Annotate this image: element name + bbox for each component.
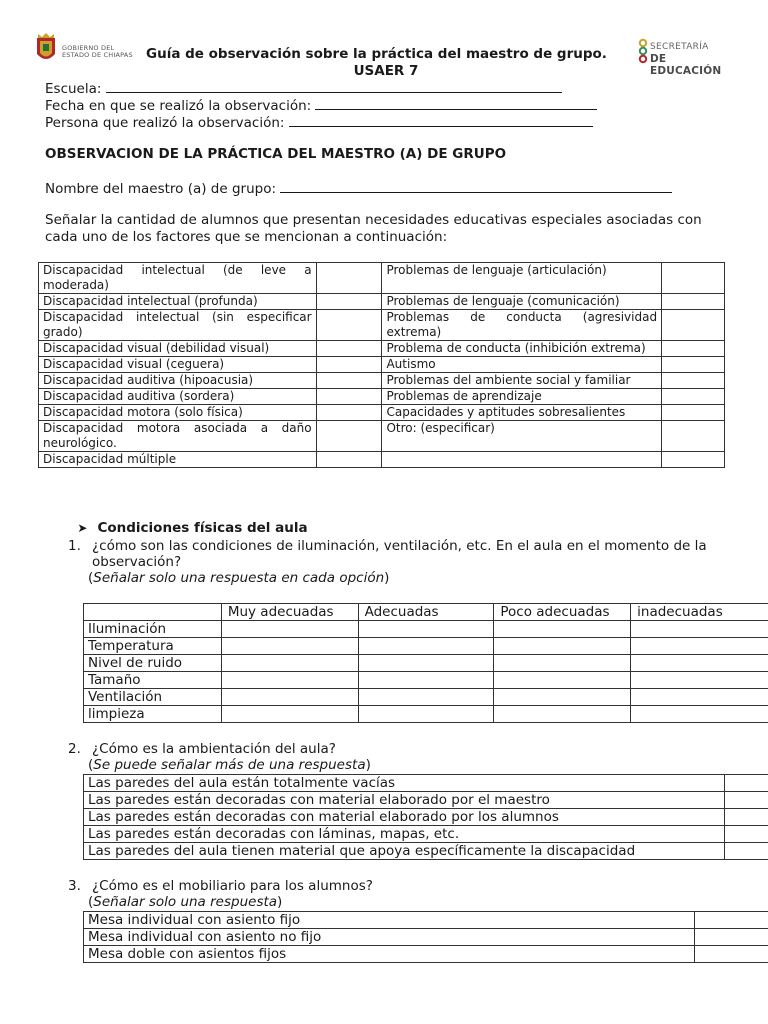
ambientacion-row	[84, 843, 768, 860]
conditions-column-header: Poco adecuadas	[494, 604, 631, 621]
condition-label: Ventilación	[84, 689, 222, 706]
factor-right-count-cell[interactable]	[662, 357, 725, 373]
factor-right-count-cell[interactable]	[662, 405, 725, 421]
ambientacion-check-cell[interactable]	[725, 809, 768, 826]
field-nombre-maestro: Nombre del maestro (a) de grupo:	[45, 180, 672, 198]
q2-note: (Se puede señalar más de una respuesta)	[88, 757, 371, 773]
factor-right-count-cell[interactable]	[662, 452, 725, 468]
factor-right-label: Otro: (especificar)	[382, 421, 662, 452]
factor-right-label: Problemas de lenguaje (comunicación)	[382, 294, 662, 310]
ambientacion-row	[84, 792, 768, 809]
conditions-row	[84, 655, 768, 672]
factor-right-count-cell[interactable]	[662, 263, 725, 294]
condition-label: limpieza	[84, 706, 222, 723]
field-persona: Persona que realizó la observación:	[45, 114, 593, 132]
factor-right-label: Problemas de lenguaje (articulación)	[382, 263, 662, 294]
factor-right-label: Autismo	[382, 357, 662, 373]
mobiliario-row	[84, 912, 768, 929]
ambientacion-check-cell[interactable]	[725, 792, 768, 809]
condition-answer-cell[interactable]	[358, 672, 494, 689]
factors-row	[39, 389, 725, 405]
condition-answer-cell[interactable]	[221, 689, 358, 706]
ambientacion-option: Las paredes están decoradas con material elaborado por el maestro	[84, 792, 725, 809]
mobiliario-table	[83, 911, 768, 963]
factor-left-label: Discapacidad visual (ceguera)	[39, 357, 317, 373]
factors-row	[39, 263, 725, 294]
factor-left-label: Discapacidad auditiva (hipoacusia)	[39, 373, 317, 389]
factor-left-count-cell[interactable]	[316, 357, 382, 373]
condition-answer-cell[interactable]	[631, 672, 768, 689]
conditions-row	[84, 638, 768, 655]
arrow-bullet-icon: ➤	[77, 521, 88, 535]
gobierno-chiapas-logo	[34, 32, 138, 68]
sep-logo-icon	[638, 38, 648, 70]
conditions-row	[84, 621, 768, 638]
q1-note: (Señalar solo una respuesta en cada opción)	[88, 570, 390, 586]
condition-answer-cell[interactable]	[221, 672, 358, 689]
factors-row	[39, 405, 725, 421]
mobiliario-row	[84, 929, 768, 946]
factors-table	[38, 262, 725, 468]
ambientacion-option: Las paredes están decoradas con láminas, mapas, etc.	[84, 826, 725, 843]
q1-line-2: observación?	[92, 554, 182, 570]
ambientacion-check-cell[interactable]	[725, 843, 768, 860]
ambientacion-option: Las paredes del aula están totalmente vacías	[84, 775, 725, 792]
conditions-column-header	[84, 604, 222, 621]
ambientacion-option: Las paredes del aula tienen material que apoya específicamente la discapacidad	[84, 843, 725, 860]
nombre-maestro-blank[interactable]	[280, 180, 672, 193]
conditions-table	[83, 603, 768, 723]
factor-left-count-cell[interactable]	[316, 452, 382, 468]
conditions-column-header: Adecuadas	[358, 604, 494, 621]
factor-left-label: Discapacidad intelectual (profunda)	[39, 294, 317, 310]
condition-answer-cell[interactable]	[221, 655, 358, 672]
mobiliario-option: Mesa individual con asiento no fijo	[84, 929, 695, 946]
condition-answer-cell[interactable]	[631, 655, 768, 672]
factor-left-count-cell[interactable]	[316, 389, 382, 405]
factor-right-count-cell[interactable]	[662, 341, 725, 357]
condition-answer-cell[interactable]	[358, 655, 494, 672]
condition-answer-cell[interactable]	[494, 706, 631, 723]
condition-answer-cell[interactable]	[494, 689, 631, 706]
factors-row	[39, 357, 725, 373]
factors-row	[39, 294, 725, 310]
q3-note: (Señalar solo una respuesta)	[88, 894, 283, 910]
factor-right-count-cell[interactable]	[662, 421, 725, 452]
ambientacion-row	[84, 775, 768, 792]
factor-right-label: Problemas de conducta (agresividad extrema)	[382, 310, 662, 341]
persona-blank[interactable]	[289, 114, 593, 127]
ambientacion-row	[84, 809, 768, 826]
factor-left-count-cell[interactable]	[316, 294, 382, 310]
condition-answer-cell[interactable]	[221, 706, 358, 723]
condition-answer-cell[interactable]	[631, 689, 768, 706]
conditions-row	[84, 689, 768, 706]
factor-right-count-cell[interactable]	[662, 310, 725, 341]
factors-row	[39, 452, 725, 468]
ambientacion-check-cell[interactable]	[725, 826, 768, 843]
mobiliario-check-cell[interactable]	[695, 912, 768, 929]
condition-answer-cell[interactable]	[494, 655, 631, 672]
factor-right-count-cell[interactable]	[662, 373, 725, 389]
condition-answer-cell[interactable]	[358, 621, 494, 638]
mobiliario-option: Mesa doble con asientos fijos	[84, 946, 695, 963]
factor-left-label: Discapacidad motora asociada a daño neurológico.	[39, 421, 317, 452]
condition-answer-cell[interactable]	[631, 621, 768, 638]
factor-right-label: Capacidades y aptitudes sobresalientes	[382, 405, 662, 421]
condition-answer-cell[interactable]	[358, 706, 494, 723]
factor-right-count-cell[interactable]	[662, 294, 725, 310]
factor-left-label: Discapacidad auditiva (sordera)	[39, 389, 317, 405]
field-fecha: Fecha en que se realizó la observación:	[45, 97, 597, 115]
secretaria-educacion-logo: SECRETARÍA DE EDUCACIÓN	[638, 38, 738, 70]
factor-left-count-cell[interactable]	[316, 310, 382, 341]
condition-answer-cell[interactable]	[358, 689, 494, 706]
ambientacion-table	[83, 774, 768, 860]
escuela-blank[interactable]	[106, 80, 562, 93]
chiapas-coat-of-arms-icon	[34, 32, 58, 66]
factor-left-count-cell[interactable]	[316, 373, 382, 389]
mobiliario-check-cell[interactable]	[695, 946, 768, 963]
q1-line-1: 1. ¿cómo son las condiciones de iluminación, ventilación, etc. En el aula en el momento de la	[68, 538, 707, 554]
conditions-row	[84, 706, 768, 723]
factor-left-label: Discapacidad motora (solo física)	[39, 405, 317, 421]
ambientacion-option: Las paredes están decoradas con material elaborado por los alumnos	[84, 809, 725, 826]
conditions-row	[84, 672, 768, 689]
condition-label: Tamaño	[84, 672, 222, 689]
physical-conditions-heading: ➤ Condiciones físicas del aula	[77, 520, 308, 536]
factor-right-count-cell[interactable]	[662, 389, 725, 405]
instruction-line-2: cada uno de los factores que se mencionan a continuación:	[45, 229, 448, 245]
section-heading: OBSERVACION DE LA PRÁCTICA DEL MAESTRO (A) DE GRUPO	[45, 146, 507, 162]
factor-left-count-cell[interactable]	[316, 263, 382, 294]
condition-answer-cell[interactable]	[494, 621, 631, 638]
mobiliario-check-cell[interactable]	[695, 929, 768, 946]
conditions-header-row	[84, 604, 768, 621]
factors-row	[39, 310, 725, 341]
condition-answer-cell[interactable]	[358, 638, 494, 655]
fecha-blank[interactable]	[315, 97, 597, 110]
condition-answer-cell[interactable]	[494, 672, 631, 689]
factors-row	[39, 341, 725, 357]
factor-right-label: Problemas de aprendizaje	[382, 389, 662, 405]
factor-right-label: Problemas del ambiente social y familiar	[382, 373, 662, 389]
factor-left-label: Discapacidad visual (debilidad visual)	[39, 341, 317, 357]
mobiliario-row	[84, 946, 768, 963]
document-title: Guía de observación sobre la práctica del maestro de grupo. USAER 7	[146, 46, 607, 79]
field-escuela: Escuela:	[45, 80, 562, 98]
conditions-column-header: Muy adecuadas	[221, 604, 358, 621]
ambientacion-check-cell[interactable]	[725, 775, 768, 792]
condition-label: Temperatura	[84, 638, 222, 655]
q3-question: 3. ¿Cómo es el mobiliario para los alumnos?	[68, 878, 373, 894]
factors-row	[39, 373, 725, 389]
conditions-column-header: inadecuadas	[631, 604, 768, 621]
condition-answer-cell[interactable]	[221, 621, 358, 638]
factor-right-label	[382, 452, 662, 468]
condition-answer-cell[interactable]	[631, 706, 768, 723]
instruction-line-1: Señalar la cantidad de alumnos que presentan necesidades educativas especiales asociadas con	[45, 212, 702, 228]
factor-left-count-cell[interactable]	[316, 421, 382, 452]
factor-left-count-cell[interactable]	[316, 341, 382, 357]
condition-answer-cell[interactable]	[221, 638, 358, 655]
factor-left-label: Discapacidad intelectual (de leve a moderada)	[39, 263, 317, 294]
condition-answer-cell[interactable]	[631, 638, 768, 655]
factor-left-label: Discapacidad intelectual (sin especificar grado)	[39, 310, 317, 341]
condition-label: Nivel de ruido	[84, 655, 222, 672]
ambientacion-row	[84, 826, 768, 843]
q2-question: 2. ¿Cómo es la ambientación del aula?	[68, 741, 336, 757]
gobierno-text: GOBIERNO DEL ESTADO DE CHIAPAS	[62, 44, 133, 59]
factor-left-label: Discapacidad múltiple	[39, 452, 317, 468]
mobiliario-option: Mesa individual con asiento fijo	[84, 912, 695, 929]
factor-left-count-cell[interactable]	[316, 405, 382, 421]
condition-label: Iluminación	[84, 621, 222, 638]
factors-row	[39, 421, 725, 452]
condition-answer-cell[interactable]	[494, 638, 631, 655]
factor-right-label: Problema de conducta (inhibición extrema)	[382, 341, 662, 357]
